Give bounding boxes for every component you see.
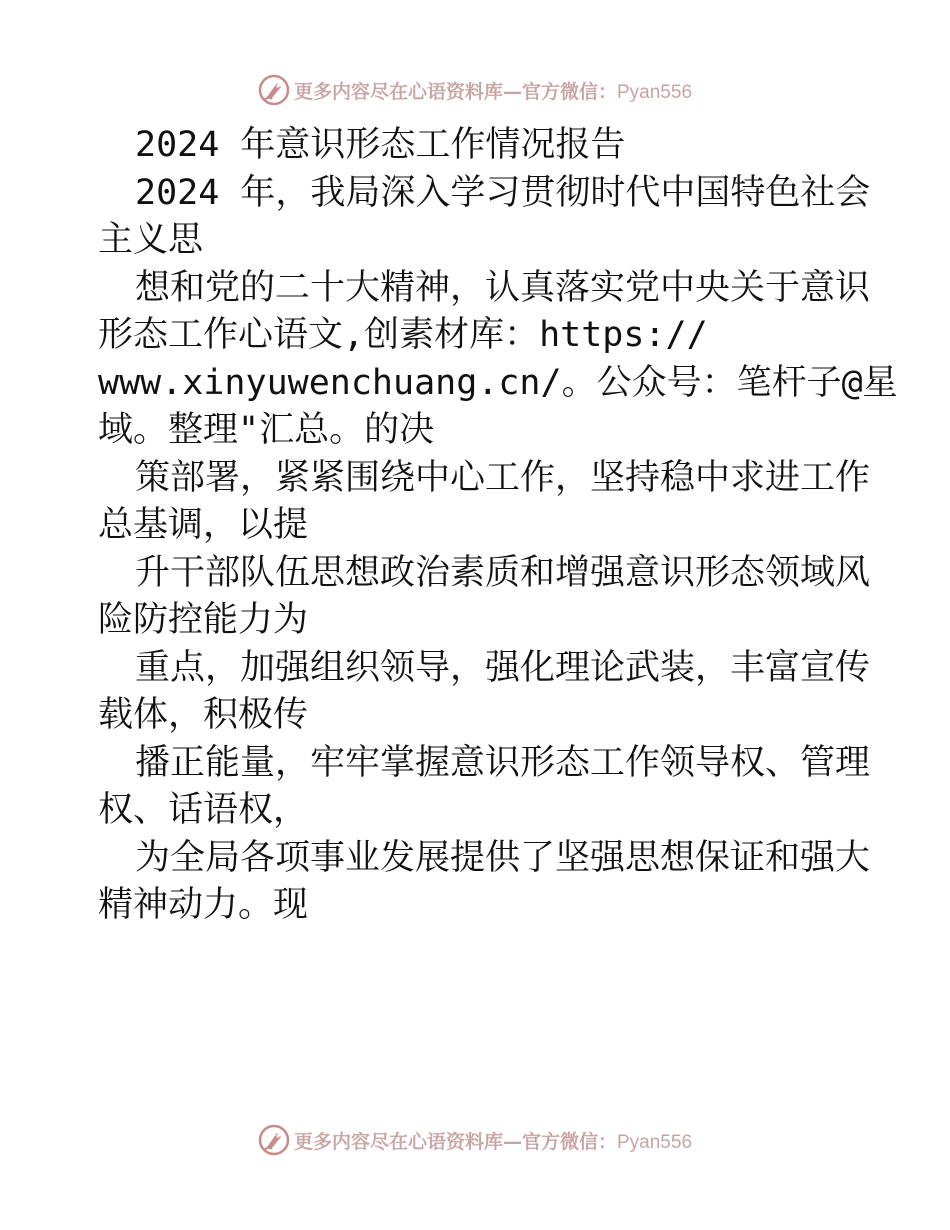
paragraph-line: 为全局各项事业发展提供了坚强思想保证和强大 xyxy=(135,837,871,878)
paragraph-line: 升干部队伍思想政治素质和增强意识形态领域风 xyxy=(135,552,871,593)
paragraph-line: 载体，积极传 xyxy=(98,695,309,735)
paragraph-line: 播正能量，牢牢掌握意识形态工作领导权、管理 xyxy=(135,742,871,783)
header-wechat-id: Pyan556 xyxy=(617,81,693,103)
document-body xyxy=(98,122,898,930)
header-banner-text: 更多内容尽在心语资料库—官方微信： xyxy=(293,80,617,103)
footer-banner xyxy=(0,1118,950,1162)
paragraph-line: 险防控能力为 xyxy=(98,600,309,640)
paragraph-line: 域。整理"汇总。的决 xyxy=(98,410,435,450)
paragraph-line: 精神动力。现 xyxy=(98,885,309,925)
paragraph-line: 重点，加强组织领导，强化理论武装，丰富宣传 xyxy=(135,647,871,688)
paragraph-line: 形态工作心语文,创素材库：https:// xyxy=(98,315,708,355)
paragraph-line: 想和党的二十大精神，认真落实党中央关于意识 xyxy=(135,267,871,308)
paragraph-line: www.xinyuwenchuang.cn/。公众号：笔杆子@星 xyxy=(98,362,898,403)
pen-nib-logo-icon xyxy=(258,74,290,106)
header-banner xyxy=(0,68,950,112)
paragraph-line: 主义思 xyxy=(98,220,204,260)
document-title: 2024 年意识形态工作情况报告 xyxy=(135,125,626,165)
paragraph-line: 策部署，紧紧围绕中心工作，坚持稳中求进工作 xyxy=(135,457,871,498)
footer-wechat-id: Pyan556 xyxy=(617,1131,693,1153)
paragraph-line: 总基调，以提 xyxy=(98,505,309,545)
pen-nib-logo-icon xyxy=(258,1124,290,1156)
paragraph-line: 权、话语权， xyxy=(98,790,309,830)
paragraph-line: 2024 年，我局深入学习贯彻时代中国特色社会 xyxy=(135,172,871,213)
footer-banner-text: 更多内容尽在心语资料库—官方微信： xyxy=(293,1130,617,1153)
